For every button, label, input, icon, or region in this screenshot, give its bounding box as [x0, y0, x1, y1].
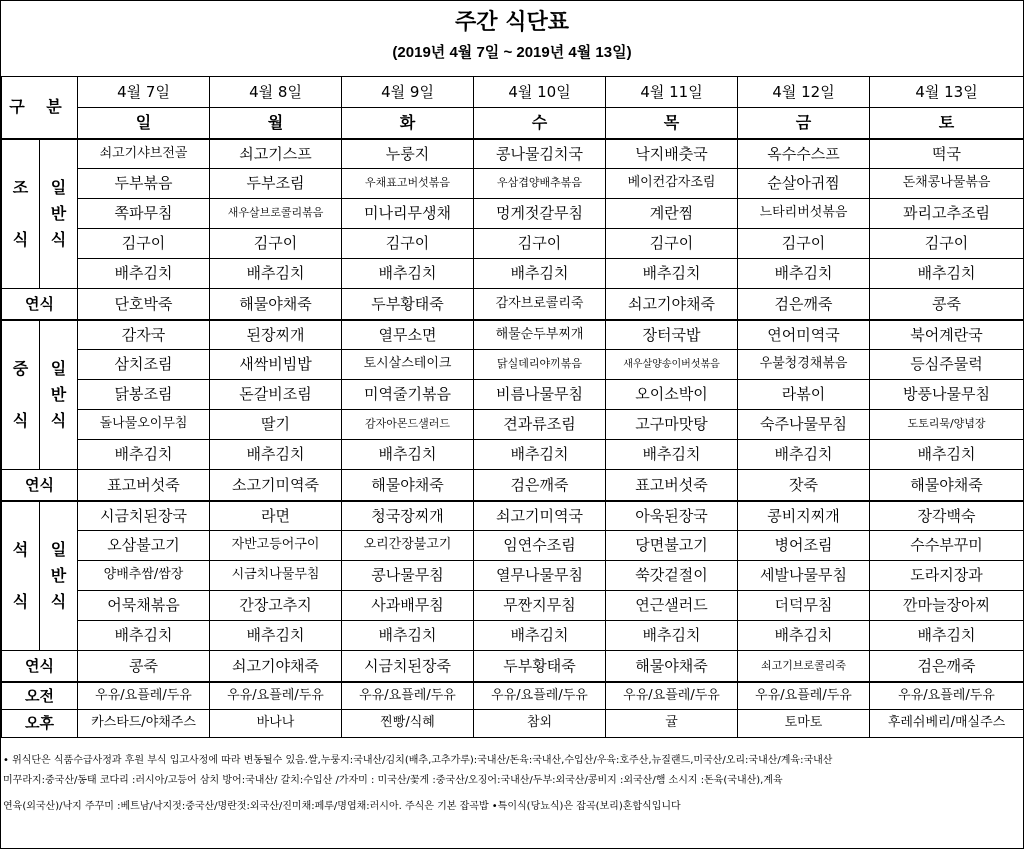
page-title: 주간 식단표 — [455, 10, 569, 35]
menu-item: 배추김치 — [474, 440, 606, 470]
menu-item: 배추김치 — [738, 621, 870, 651]
menu-item: 배추김치 — [738, 440, 870, 470]
menu-item: 숙주나물무침 — [738, 410, 870, 440]
menu-item: 낙지배춧국 — [606, 139, 738, 169]
menu-item: 도라지장과 — [870, 561, 1024, 591]
page-subtitle: (2019년 4월 7일 ~ 2019년 4월 13일) — [392, 44, 632, 61]
soft-diet-item: 검은깨죽 — [738, 289, 870, 320]
meal-label-char: 식 — [12, 229, 29, 249]
soft-diet-item: 잣죽 — [738, 470, 870, 501]
soft-diet-label: 연식 — [2, 651, 78, 682]
menu-item: 더덕무침 — [738, 591, 870, 621]
menu-item: 청국장찌개 — [342, 501, 474, 531]
soft-diet-item: 검은깨죽 — [870, 651, 1024, 682]
menu-item: 배추김치 — [870, 259, 1024, 289]
menu-item: 콩나물김치국 — [474, 139, 606, 169]
menu-item: 미역줄기볶음 — [342, 380, 474, 410]
breakfast-label — [2, 139, 40, 289]
snack-item: 우유/요플레/두유 — [210, 682, 342, 710]
menu-item: 느타리버섯볶음 — [738, 199, 870, 229]
menu-item: 배추김치 — [606, 440, 738, 470]
menu-item: 열무소면 — [342, 320, 474, 350]
menu-item: 우삼겹양배추볶음 — [474, 169, 606, 199]
menu-item: 김구이 — [474, 229, 606, 259]
general-label-char: 반 — [50, 203, 67, 223]
menu-item: 돌나물오이무침 — [78, 410, 210, 440]
general-label-char: 반 — [50, 565, 67, 585]
snack-label: 오전 — [2, 682, 78, 710]
general-label-char: 일 — [50, 177, 67, 197]
weekday-header: 월 — [210, 108, 342, 139]
snack-item: 찐빵/식혜 — [342, 710, 474, 738]
menu-item: 장터국밥 — [606, 320, 738, 350]
menu-item: 닭실데리야끼볶음 — [474, 350, 606, 380]
menu-item: 무짠지무침 — [474, 591, 606, 621]
menu-item: 쇠고기미역국 — [474, 501, 606, 531]
menu-item: 콩비지찌개 — [738, 501, 870, 531]
menu-item: 북어계란국 — [870, 320, 1024, 350]
soft-diet-item: 해물야채죽 — [342, 470, 474, 501]
menu-item: 계란찜 — [606, 199, 738, 229]
menu-item: 배추김치 — [474, 621, 606, 651]
menu-item: 라볶이 — [738, 380, 870, 410]
header-label-cell — [2, 77, 78, 139]
general-label-char: 반 — [50, 384, 67, 404]
menu-item: 김구이 — [606, 229, 738, 259]
breakfast-general-label — [40, 139, 78, 289]
menu-item: 방풍나물무침 — [870, 380, 1024, 410]
general-label-char: 일 — [50, 358, 67, 378]
soft-diet-item: 해물야채죽 — [870, 470, 1024, 501]
menu-item: 새우살양송이버섯볶음 — [606, 350, 738, 380]
menu-item: 배추김치 — [78, 259, 210, 289]
menu-item: 비름나물무침 — [474, 380, 606, 410]
soft-diet-item: 시금치된장죽 — [342, 651, 474, 682]
menu-item: 새싹비빔밥 — [210, 350, 342, 380]
menu-item: 쪽파무침 — [78, 199, 210, 229]
menu-item: 순살아귀찜 — [738, 169, 870, 199]
meal-label-char: 석 — [12, 539, 29, 559]
date-header: 4월 10일 — [474, 77, 606, 108]
date-header: 4월 8일 — [210, 77, 342, 108]
lunch-general-label — [40, 320, 78, 470]
menu-item: 도토리묵/양념장 — [870, 410, 1024, 440]
menu-item: 양배추쌈/쌈장 — [78, 561, 210, 591]
dinner-general-label — [40, 501, 78, 651]
weekday-header: 일 — [78, 108, 210, 139]
menu-item: 배추김치 — [606, 259, 738, 289]
menu-item: 토시살스테이크 — [342, 350, 474, 380]
snack-item: 참외 — [474, 710, 606, 738]
meal-label-char: 식 — [12, 591, 29, 611]
menu-item: 베이컨감자조림 — [606, 169, 738, 199]
snack-item: 우유/요플레/두유 — [606, 682, 738, 710]
menu-item: 딸기 — [210, 410, 342, 440]
menu-item: 돈갈비조림 — [210, 380, 342, 410]
soft-diet-label: 연식 — [2, 289, 78, 320]
soft-diet-item: 쇠고기브로콜리죽 — [738, 651, 870, 682]
header-label: 구 분 — [9, 97, 70, 117]
menu-item: 등심주물럭 — [870, 350, 1024, 380]
snack-item: 우유/요플레/두유 — [870, 682, 1024, 710]
menu-item: 배추김치 — [342, 440, 474, 470]
menu-item: 라면 — [210, 501, 342, 531]
menu-item: 오이소박이 — [606, 380, 738, 410]
menu-item: 배추김치 — [78, 440, 210, 470]
menu-item: 자반고등어구이 — [210, 531, 342, 561]
menu-item: 새우살브로콜리볶음 — [210, 199, 342, 229]
lunch-label — [2, 320, 40, 470]
footnote-line: • 위식단은 식품수급사정과 후원 부식 입고사정에 따라 변동될수 있음.쌀,누룽지:국내산/김치(배추,고추가루):국내산/돈육:국내산,수입산/우육:호주산,뉴질랜드,미국산/오리:국내산/계육:국내산 — [3, 755, 833, 766]
menu-item: 당면불고기 — [606, 531, 738, 561]
soft-diet-item: 단호박죽 — [78, 289, 210, 320]
menu-item: 된장찌개 — [210, 320, 342, 350]
soft-diet-item: 감자브로콜리죽 — [474, 289, 606, 320]
date-header: 4월 11일 — [606, 77, 738, 108]
soft-diet-item: 소고기미역죽 — [210, 470, 342, 501]
soft-diet-item: 쇠고기야채죽 — [210, 651, 342, 682]
menu-item: 수수부꾸미 — [870, 531, 1024, 561]
menu-item: 꽈리고추조림 — [870, 199, 1024, 229]
menu-item: 배추김치 — [342, 259, 474, 289]
soft-diet-item: 두부황태죽 — [342, 289, 474, 320]
menu-item: 김구이 — [78, 229, 210, 259]
menu-item: 시금치나물무침 — [210, 561, 342, 591]
menu-item: 배추김치 — [870, 440, 1024, 470]
weekday-header: 목 — [606, 108, 738, 139]
menu-item: 콩나물무침 — [342, 561, 474, 591]
snack-item: 우유/요플레/두유 — [342, 682, 474, 710]
menu-item: 두부조림 — [210, 169, 342, 199]
menu-item: 옥수수스프 — [738, 139, 870, 169]
menu-item: 배추김치 — [606, 621, 738, 651]
date-header: 4월 12일 — [738, 77, 870, 108]
snack-item: 우유/요플레/두유 — [78, 682, 210, 710]
menu-item: 감자아몬드샐러드 — [342, 410, 474, 440]
menu-item: 사과배무침 — [342, 591, 474, 621]
footnotes — [1, 755, 1023, 813]
menu-item: 견과류조림 — [474, 410, 606, 440]
soft-diet-item: 쇠고기야채죽 — [606, 289, 738, 320]
menu-item: 시금치된장국 — [78, 501, 210, 531]
soft-diet-label: 연식 — [2, 470, 78, 501]
soft-diet-item: 표고버섯죽 — [606, 470, 738, 501]
soft-diet-item: 콩죽 — [870, 289, 1024, 320]
weekday-header: 토 — [870, 108, 1024, 139]
menu-item: 우불청경채볶음 — [738, 350, 870, 380]
menu-item: 연근샐러드 — [606, 591, 738, 621]
date-header: 4월 7일 — [78, 77, 210, 108]
menu-item: 떡국 — [870, 139, 1024, 169]
menu-item: 어묵채볶음 — [78, 591, 210, 621]
weekday-header: 화 — [342, 108, 474, 139]
menu-item: 배추김치 — [210, 621, 342, 651]
menu-item: 김구이 — [210, 229, 342, 259]
soft-diet-item: 콩죽 — [78, 651, 210, 682]
menu-item: 배추김치 — [78, 621, 210, 651]
general-label-char: 식 — [50, 229, 67, 249]
footnote-line: 연육(외국산)/낙지 주꾸미 :베트남/낙지젓:중국산/명란젓:외국산/진미채:페루/명엽채:러시아. 주식은 기본 잡곡밥 •특이식(당뇨식)은 잡곡(보리)혼합식입니다 — [3, 801, 681, 812]
footnote-line: 미꾸라지:중국산/동태 코다리 :러시아/고등어 삼치 방어:국내산/ 갈치:수입산 /가자미 : 미국산/꽃게 :중국산/오징어:국내산/두부:외국산/콩비지 :외국산/햄 소시지 :돈육(국내산),계육 — [3, 775, 783, 786]
weekday-header: 금 — [738, 108, 870, 139]
snack-item: 귤 — [606, 710, 738, 738]
menu-item: 간장고추지 — [210, 591, 342, 621]
menu-item: 장각백숙 — [870, 501, 1024, 531]
menu-item: 우채표고버섯볶음 — [342, 169, 474, 199]
soft-diet-item: 검은깨죽 — [474, 470, 606, 501]
menu-item: 해물순두부찌개 — [474, 320, 606, 350]
meal-label-char: 조 — [12, 177, 29, 197]
menu-item: 두부볶음 — [78, 169, 210, 199]
menu-item: 배추김치 — [474, 259, 606, 289]
snack-label: 오후 — [2, 710, 78, 738]
snack-item: 우유/요플레/두유 — [738, 682, 870, 710]
menu-item: 쑥갓겉절이 — [606, 561, 738, 591]
menu-item: 임연수조림 — [474, 531, 606, 561]
menu-item: 김구이 — [738, 229, 870, 259]
meal-label-char: 식 — [12, 410, 29, 430]
menu-item: 병어조림 — [738, 531, 870, 561]
menu-item: 배추김치 — [342, 621, 474, 651]
menu-item: 배추김치 — [738, 259, 870, 289]
date-header: 4월 9일 — [342, 77, 474, 108]
menu-item: 오리간장불고기 — [342, 531, 474, 561]
menu-item: 닭봉조림 — [78, 380, 210, 410]
menu-item: 배추김치 — [870, 621, 1024, 651]
menu-item: 감자국 — [78, 320, 210, 350]
date-header: 4월 13일 — [870, 77, 1024, 108]
snack-item: 카스타드/야채주스 — [78, 710, 210, 738]
snack-item: 우유/요플레/두유 — [474, 682, 606, 710]
menu-item: 세발나물무침 — [738, 561, 870, 591]
snack-item: 토마토 — [738, 710, 870, 738]
general-label-char: 식 — [50, 410, 67, 430]
menu-item: 쇠고기스프 — [210, 139, 342, 169]
menu-item: 열무나물무침 — [474, 561, 606, 591]
menu-item: 돈채콩나물볶음 — [870, 169, 1024, 199]
snack-item: 바나나 — [210, 710, 342, 738]
snack-item: 후레쉬베리/매실주스 — [870, 710, 1024, 738]
dinner-label — [2, 501, 40, 651]
menu-item: 오삼불고기 — [78, 531, 210, 561]
soft-diet-item: 해물야채죽 — [606, 651, 738, 682]
soft-diet-item: 표고버섯죽 — [78, 470, 210, 501]
soft-diet-item: 해물야채죽 — [210, 289, 342, 320]
menu-item: 배추김치 — [210, 440, 342, 470]
menu-item: 깐마늘장아찌 — [870, 591, 1024, 621]
menu-item: 누룽지 — [342, 139, 474, 169]
menu-table — [1, 76, 1024, 738]
menu-item: 멍게젓갈무침 — [474, 199, 606, 229]
menu-item: 배추김치 — [210, 259, 342, 289]
menu-item: 김구이 — [870, 229, 1024, 259]
weekday-header: 수 — [474, 108, 606, 139]
general-label-char: 식 — [50, 591, 67, 611]
soft-diet-item: 두부황태죽 — [474, 651, 606, 682]
menu-item: 미나리무생채 — [342, 199, 474, 229]
general-label-char: 일 — [50, 539, 67, 559]
menu-item: 김구이 — [342, 229, 474, 259]
meal-label-char: 중 — [12, 358, 29, 378]
menu-item: 아욱된장국 — [606, 501, 738, 531]
menu-item: 연어미역국 — [738, 320, 870, 350]
menu-item: 쇠고기샤브전골 — [78, 139, 210, 169]
menu-item: 고구마맛탕 — [606, 410, 738, 440]
menu-item: 삼치조림 — [78, 350, 210, 380]
